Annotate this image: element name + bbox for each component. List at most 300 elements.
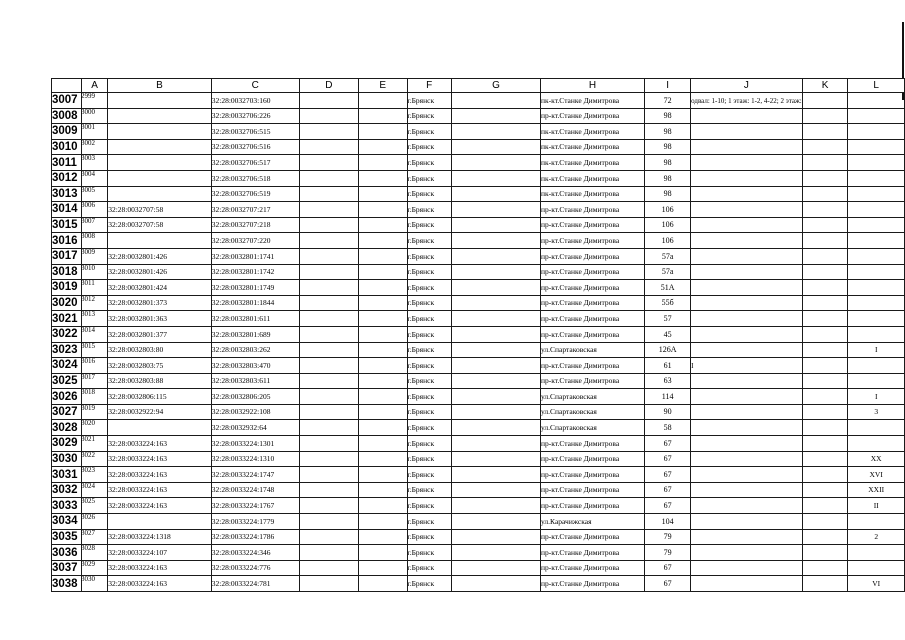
row-number[interactable] bbox=[52, 559, 95, 576]
row-number[interactable] bbox=[52, 216, 95, 233]
cell-k[interactable] bbox=[802, 202, 848, 218]
cell-h[interactable]: пр-кт.Станке Димитрова bbox=[541, 560, 645, 576]
cell-h[interactable]: пр-кт.Станке Димитрова bbox=[541, 436, 645, 452]
row-number[interactable] bbox=[52, 450, 95, 467]
cell-d[interactable] bbox=[299, 436, 358, 452]
cell-j[interactable] bbox=[691, 545, 803, 561]
cell-j[interactable] bbox=[691, 576, 803, 592]
cell-f[interactable]: г.Брянск bbox=[407, 170, 451, 186]
cell-d[interactable] bbox=[299, 108, 358, 124]
cell-k[interactable] bbox=[802, 108, 848, 124]
cell-f[interactable]: г.Брянск bbox=[407, 280, 451, 296]
cell-b[interactable] bbox=[108, 170, 212, 186]
cell-i[interactable]: 51А bbox=[645, 280, 691, 296]
cell-h[interactable]: ул.Карачижская bbox=[541, 514, 645, 530]
cell-j[interactable] bbox=[691, 280, 803, 296]
cell-b[interactable]: 32:28:0032707:58 bbox=[108, 217, 212, 233]
column-header-i[interactable]: I bbox=[645, 79, 691, 93]
cell-f[interactable]: г.Брянск bbox=[407, 155, 451, 171]
cell-h[interactable]: пр-кт.Станке Димитрова bbox=[541, 358, 645, 374]
cell-a[interactable]: 3008 bbox=[81, 232, 95, 241]
cell-i[interactable]: 58 bbox=[645, 420, 691, 436]
cell-i[interactable]: 98 bbox=[645, 170, 691, 186]
column-header-c[interactable]: C bbox=[211, 79, 299, 93]
cell-i[interactable]: 61 bbox=[645, 358, 691, 374]
cell-k[interactable] bbox=[802, 420, 848, 436]
cell-b[interactable]: 32:28:0032803:88 bbox=[108, 373, 212, 389]
cell-j[interactable] bbox=[691, 420, 803, 436]
cell-a[interactable]: 3006 bbox=[81, 201, 95, 210]
row-number[interactable] bbox=[52, 154, 95, 171]
cell-h[interactable]: пк-кт.Станке Димитрова bbox=[541, 186, 645, 202]
cell-f[interactable]: г.Брянск bbox=[407, 264, 451, 280]
cell-h[interactable]: пк-кт.Станке Димитрова bbox=[541, 170, 645, 186]
cell-g[interactable] bbox=[451, 373, 540, 389]
cell-l[interactable] bbox=[848, 217, 905, 233]
cell-j[interactable] bbox=[691, 389, 803, 405]
cell-i[interactable]: 79 bbox=[645, 545, 691, 561]
cell-d[interactable] bbox=[299, 342, 358, 358]
cell-a[interactable]: 3021 bbox=[81, 435, 95, 444]
cell-e[interactable] bbox=[359, 264, 408, 280]
cell-d[interactable] bbox=[299, 202, 358, 218]
cell-f[interactable]: г.Брянск bbox=[407, 420, 451, 436]
cell-l[interactable] bbox=[848, 373, 905, 389]
cell-j[interactable] bbox=[691, 451, 803, 467]
cell-l[interactable]: 2 bbox=[848, 529, 905, 545]
cell-i[interactable]: 55б bbox=[645, 295, 691, 311]
cell-i[interactable]: 104 bbox=[645, 514, 691, 530]
cell-c[interactable]: 32:28:0032706:515 bbox=[211, 124, 299, 140]
row-number[interactable] bbox=[52, 403, 95, 420]
cell-i[interactable]: 67 bbox=[645, 467, 691, 483]
cell-b[interactable]: 32:28:0032801:373 bbox=[108, 295, 212, 311]
cell-f[interactable]: г.Брянск bbox=[407, 295, 451, 311]
cell-b[interactable]: 32:28:0032922:94 bbox=[108, 404, 212, 420]
cell-f[interactable]: г.Брянск bbox=[407, 545, 451, 561]
cell-h[interactable]: пр-кт.Станке Димитрова bbox=[541, 264, 645, 280]
cell-c[interactable]: 32:28:0032707:218 bbox=[211, 217, 299, 233]
row-number[interactable] bbox=[52, 107, 95, 124]
row-number[interactable] bbox=[52, 388, 95, 405]
row-number[interactable] bbox=[52, 435, 95, 452]
row-number[interactable] bbox=[52, 123, 95, 140]
cell-k[interactable] bbox=[802, 342, 848, 358]
cell-l[interactable] bbox=[848, 436, 905, 452]
cell-c[interactable]: 32:28:0032801:611 bbox=[211, 311, 299, 327]
cell-g[interactable] bbox=[451, 311, 540, 327]
cell-k[interactable] bbox=[802, 373, 848, 389]
cell-i[interactable]: 67 bbox=[645, 436, 691, 452]
cell-k[interactable] bbox=[802, 389, 848, 405]
cell-k[interactable] bbox=[802, 404, 848, 420]
column-header-a[interactable]: A bbox=[81, 79, 107, 93]
cell-l[interactable] bbox=[848, 233, 905, 249]
cell-c[interactable]: 32:28:0033224:1310 bbox=[211, 451, 299, 467]
row-number[interactable] bbox=[52, 169, 95, 186]
cell-f[interactable]: г.Брянск bbox=[407, 373, 451, 389]
cell-f[interactable]: г.Брянск bbox=[407, 124, 451, 140]
cell-h[interactable]: пр-кт.Станке Димитрова bbox=[541, 451, 645, 467]
column-header-e[interactable]: E bbox=[359, 79, 408, 93]
cell-h[interactable]: пр-кт.Станке Димитрова bbox=[541, 482, 645, 498]
row-number[interactable] bbox=[52, 247, 95, 264]
cell-l[interactable] bbox=[848, 280, 905, 296]
cell-h[interactable]: пр-кт.Станке Димитрова bbox=[541, 233, 645, 249]
cell-d[interactable] bbox=[299, 217, 358, 233]
cell-c[interactable]: 32:28:0032922:108 bbox=[211, 404, 299, 420]
cell-f[interactable]: г.Брянск bbox=[407, 560, 451, 576]
cell-l[interactable] bbox=[848, 186, 905, 202]
cell-i[interactable]: 57 bbox=[645, 311, 691, 327]
cell-a[interactable]: 3013 bbox=[81, 310, 95, 319]
cell-a[interactable]: 3009 bbox=[81, 247, 95, 256]
cell-d[interactable] bbox=[299, 233, 358, 249]
cell-l[interactable] bbox=[848, 420, 905, 436]
cell-j[interactable] bbox=[691, 155, 803, 171]
cell-a[interactable]: 3015 bbox=[81, 341, 95, 350]
cell-h[interactable]: ул.Спартаковская bbox=[541, 404, 645, 420]
row-number[interactable] bbox=[52, 513, 95, 530]
cell-e[interactable] bbox=[359, 389, 408, 405]
cell-g[interactable] bbox=[451, 436, 540, 452]
cell-f[interactable]: г.Брянск bbox=[407, 93, 451, 109]
cell-k[interactable] bbox=[802, 498, 848, 514]
cell-g[interactable] bbox=[451, 529, 540, 545]
cell-b[interactable]: 32:28:0033224:163 bbox=[108, 467, 212, 483]
row-number[interactable] bbox=[52, 201, 95, 218]
cell-e[interactable] bbox=[359, 560, 408, 576]
cell-h[interactable]: пр-кт.Станке Димитрова bbox=[541, 248, 645, 264]
cell-h[interactable]: пр-кт.Станке Димитрова bbox=[541, 467, 645, 483]
cell-c[interactable]: 32:28:0033224:346 bbox=[211, 545, 299, 561]
row-number[interactable] bbox=[52, 185, 95, 202]
cell-f[interactable]: г.Брянск bbox=[407, 358, 451, 374]
cell-g[interactable] bbox=[451, 498, 540, 514]
cell-h[interactable]: пк-кт.Станке Димитрова bbox=[541, 139, 645, 155]
cell-i[interactable]: 106 bbox=[645, 202, 691, 218]
cell-h[interactable]: ул.Спартаковская bbox=[541, 389, 645, 405]
cell-h[interactable]: пр-кт.Станке Димитрова bbox=[541, 373, 645, 389]
row-number[interactable] bbox=[52, 310, 95, 327]
cell-j[interactable] bbox=[691, 108, 803, 124]
cell-g[interactable] bbox=[451, 264, 540, 280]
cell-e[interactable] bbox=[359, 342, 408, 358]
cell-a[interactable]: 3005 bbox=[81, 185, 95, 194]
cell-g[interactable] bbox=[451, 326, 540, 342]
cell-j[interactable] bbox=[691, 467, 803, 483]
row-number[interactable] bbox=[52, 138, 95, 155]
cell-e[interactable] bbox=[359, 186, 408, 202]
cell-j[interactable] bbox=[691, 124, 803, 140]
cell-j[interactable] bbox=[691, 404, 803, 420]
cell-f[interactable]: г.Брянск bbox=[407, 217, 451, 233]
cell-b[interactable]: 32:28:0033224:163 bbox=[108, 576, 212, 592]
cell-g[interactable] bbox=[451, 217, 540, 233]
cell-d[interactable] bbox=[299, 295, 358, 311]
cell-g[interactable] bbox=[451, 170, 540, 186]
cell-g[interactable] bbox=[451, 342, 540, 358]
row-number[interactable] bbox=[52, 497, 95, 514]
cell-k[interactable] bbox=[802, 233, 848, 249]
cell-j[interactable] bbox=[691, 326, 803, 342]
cell-i[interactable]: 67 bbox=[645, 451, 691, 467]
cell-b[interactable] bbox=[108, 93, 212, 109]
cell-b[interactable]: 32:28:0032803:80 bbox=[108, 342, 212, 358]
cell-b[interactable] bbox=[108, 233, 212, 249]
cell-e[interactable] bbox=[359, 545, 408, 561]
cell-e[interactable] bbox=[359, 373, 408, 389]
cell-a[interactable]: 3016 bbox=[81, 357, 95, 366]
cell-h[interactable]: пр-кт.Станке Димитрова bbox=[541, 545, 645, 561]
cell-k[interactable] bbox=[802, 124, 848, 140]
cell-c[interactable]: 32:28:0032803:262 bbox=[211, 342, 299, 358]
cell-l[interactable] bbox=[848, 560, 905, 576]
cell-c[interactable]: 32:28:0032806:205 bbox=[211, 389, 299, 405]
cell-a[interactable]: 3028 bbox=[81, 544, 95, 553]
cell-b[interactable]: 32:28:0033224:1318 bbox=[108, 529, 212, 545]
cell-e[interactable] bbox=[359, 529, 408, 545]
cell-a[interactable]: 3010 bbox=[81, 263, 95, 272]
cell-d[interactable] bbox=[299, 358, 358, 374]
cell-l[interactable]: I bbox=[848, 389, 905, 405]
cell-g[interactable] bbox=[451, 202, 540, 218]
cell-e[interactable] bbox=[359, 467, 408, 483]
cell-j[interactable] bbox=[691, 264, 803, 280]
cell-f[interactable]: г.Брянск bbox=[407, 529, 451, 545]
cell-c[interactable]: 32:28:0032801:1749 bbox=[211, 280, 299, 296]
row-number[interactable] bbox=[52, 92, 95, 109]
cell-a[interactable]: 3002 bbox=[81, 138, 95, 147]
column-header-b[interactable]: B bbox=[108, 79, 212, 93]
cell-f[interactable]: г.Брянск bbox=[407, 311, 451, 327]
cell-i[interactable]: 106 bbox=[645, 217, 691, 233]
cell-h[interactable]: пр-кт.Станке Димитрова bbox=[541, 498, 645, 514]
cell-h[interactable]: пр-кт.Станке Димитрова bbox=[541, 202, 645, 218]
cell-c[interactable]: 32:28:0032706:518 bbox=[211, 170, 299, 186]
row-number[interactable] bbox=[52, 279, 95, 296]
cell-e[interactable] bbox=[359, 202, 408, 218]
cell-h[interactable]: ул.Спартаковская bbox=[541, 342, 645, 358]
cell-f[interactable]: г.Брянск bbox=[407, 467, 451, 483]
cell-h[interactable]: пк-кт.Станке Димитрова bbox=[541, 155, 645, 171]
cell-k[interactable] bbox=[802, 295, 848, 311]
cell-d[interactable] bbox=[299, 545, 358, 561]
cell-e[interactable] bbox=[359, 451, 408, 467]
cell-l[interactable]: II bbox=[848, 498, 905, 514]
cell-c[interactable]: 32:28:0032706:519 bbox=[211, 186, 299, 202]
cell-d[interactable] bbox=[299, 186, 358, 202]
cell-d[interactable] bbox=[299, 514, 358, 530]
cell-l[interactable] bbox=[848, 124, 905, 140]
cell-d[interactable] bbox=[299, 155, 358, 171]
cell-k[interactable] bbox=[802, 358, 848, 374]
cell-f[interactable]: г.Брянск bbox=[407, 482, 451, 498]
cell-d[interactable] bbox=[299, 482, 358, 498]
cell-g[interactable] bbox=[451, 233, 540, 249]
cell-g[interactable] bbox=[451, 93, 540, 109]
cell-d[interactable] bbox=[299, 93, 358, 109]
cell-i[interactable]: 45 bbox=[645, 326, 691, 342]
cell-c[interactable]: 32:28:0032801:1741 bbox=[211, 248, 299, 264]
cell-c[interactable]: 32:28:0032801:1742 bbox=[211, 264, 299, 280]
cell-l[interactable]: I bbox=[848, 342, 905, 358]
cell-b[interactable] bbox=[108, 124, 212, 140]
column-header-k[interactable]: K bbox=[802, 79, 848, 93]
cell-a[interactable]: 3027 bbox=[81, 528, 95, 537]
row-number[interactable] bbox=[52, 263, 95, 280]
cell-e[interactable] bbox=[359, 280, 408, 296]
cell-b[interactable]: 32:28:0033224:107 bbox=[108, 545, 212, 561]
cell-k[interactable] bbox=[802, 155, 848, 171]
cell-j[interactable] bbox=[691, 186, 803, 202]
cell-c[interactable]: 32:28:0032707:217 bbox=[211, 202, 299, 218]
cell-i[interactable]: 79 bbox=[645, 529, 691, 545]
cell-j[interactable] bbox=[691, 248, 803, 264]
cell-c[interactable]: 32:28:0032707:220 bbox=[211, 233, 299, 249]
cell-i[interactable]: 114 bbox=[645, 389, 691, 405]
cell-d[interactable] bbox=[299, 373, 358, 389]
cell-c[interactable]: 32:28:0033224:1748 bbox=[211, 482, 299, 498]
cell-i[interactable]: 106 bbox=[645, 233, 691, 249]
cell-b[interactable]: 32:28:0032806:115 bbox=[108, 389, 212, 405]
cell-b[interactable] bbox=[108, 186, 212, 202]
cell-b[interactable]: 32:28:0033224:163 bbox=[108, 482, 212, 498]
cell-a[interactable]: 3020 bbox=[81, 419, 95, 428]
cell-c[interactable]: 32:28:0033224:1779 bbox=[211, 514, 299, 530]
cell-f[interactable]: г.Брянск bbox=[407, 498, 451, 514]
cell-k[interactable] bbox=[802, 248, 848, 264]
cell-g[interactable] bbox=[451, 545, 540, 561]
cell-b[interactable] bbox=[108, 139, 212, 155]
cell-b[interactable]: 32:28:0032801:377 bbox=[108, 326, 212, 342]
cell-i[interactable]: 63 bbox=[645, 373, 691, 389]
cell-a[interactable]: 3007 bbox=[81, 216, 95, 225]
cell-c[interactable]: 32:28:0032706:226 bbox=[211, 108, 299, 124]
row-number[interactable] bbox=[52, 466, 95, 483]
cell-k[interactable] bbox=[802, 217, 848, 233]
cell-f[interactable]: г.Брянск bbox=[407, 248, 451, 264]
row-number[interactable] bbox=[52, 528, 95, 545]
cell-j[interactable] bbox=[691, 373, 803, 389]
cell-l[interactable]: XXII bbox=[848, 482, 905, 498]
cell-d[interactable] bbox=[299, 529, 358, 545]
cell-k[interactable] bbox=[802, 93, 848, 109]
cell-f[interactable]: г.Брянск bbox=[407, 389, 451, 405]
cell-l[interactable]: XVI bbox=[848, 467, 905, 483]
cell-d[interactable] bbox=[299, 264, 358, 280]
cell-b[interactable]: 32:28:0032707:58 bbox=[108, 202, 212, 218]
cell-h[interactable]: пр-кт.Станке Димитрова bbox=[541, 576, 645, 592]
cell-d[interactable] bbox=[299, 248, 358, 264]
cell-f[interactable]: г.Брянск bbox=[407, 436, 451, 452]
column-header-h[interactable]: H bbox=[541, 79, 645, 93]
cell-f[interactable]: г.Брянск bbox=[407, 108, 451, 124]
cell-k[interactable] bbox=[802, 280, 848, 296]
cell-k[interactable] bbox=[802, 560, 848, 576]
cell-c[interactable]: 32:28:0033224:776 bbox=[211, 560, 299, 576]
cell-g[interactable] bbox=[451, 108, 540, 124]
cell-l[interactable] bbox=[848, 139, 905, 155]
cell-d[interactable] bbox=[299, 311, 358, 327]
cell-h[interactable]: пр-кт.Станке Димитрова bbox=[541, 311, 645, 327]
cell-b[interactable] bbox=[108, 514, 212, 530]
cell-i[interactable]: 67 bbox=[645, 498, 691, 514]
cell-l[interactable] bbox=[848, 264, 905, 280]
cell-e[interactable] bbox=[359, 358, 408, 374]
cell-d[interactable] bbox=[299, 326, 358, 342]
cell-a[interactable]: 2999 bbox=[81, 92, 95, 100]
cell-g[interactable] bbox=[451, 389, 540, 405]
cell-i[interactable]: 98 bbox=[645, 139, 691, 155]
cell-c[interactable]: 32:28:0032706:517 bbox=[211, 155, 299, 171]
cell-h[interactable]: ул.Спартаковская bbox=[541, 420, 645, 436]
row-number[interactable] bbox=[52, 544, 95, 561]
cell-h[interactable]: пк-кт.Станке Димитрова bbox=[541, 124, 645, 140]
cell-e[interactable] bbox=[359, 233, 408, 249]
cell-f[interactable]: г.Брянск bbox=[407, 514, 451, 530]
cell-i[interactable]: 67 bbox=[645, 482, 691, 498]
cell-e[interactable] bbox=[359, 248, 408, 264]
cell-d[interactable] bbox=[299, 451, 358, 467]
row-number[interactable] bbox=[52, 294, 95, 311]
row-number[interactable] bbox=[52, 481, 95, 498]
cell-j[interactable] bbox=[691, 529, 803, 545]
cell-j[interactable]: I bbox=[691, 358, 803, 374]
cell-g[interactable] bbox=[451, 514, 540, 530]
cell-b[interactable]: 32:28:0033224:163 bbox=[108, 560, 212, 576]
cell-j[interactable] bbox=[691, 342, 803, 358]
cell-g[interactable] bbox=[451, 358, 540, 374]
cell-b[interactable]: 32:28:0033224:163 bbox=[108, 498, 212, 514]
cell-c[interactable]: 32:28:0032706:516 bbox=[211, 139, 299, 155]
cell-l[interactable] bbox=[848, 248, 905, 264]
cell-l[interactable] bbox=[848, 202, 905, 218]
cell-j[interactable] bbox=[691, 233, 803, 249]
cell-d[interactable] bbox=[299, 576, 358, 592]
cell-c[interactable]: 32:28:0033224:1767 bbox=[211, 498, 299, 514]
cell-g[interactable] bbox=[451, 280, 540, 296]
cell-c[interactable]: 32:28:0032801:1844 bbox=[211, 295, 299, 311]
cell-k[interactable] bbox=[802, 451, 848, 467]
cell-a[interactable]: 3029 bbox=[81, 559, 95, 568]
cell-a[interactable]: 3024 bbox=[81, 481, 95, 490]
cell-j[interactable] bbox=[691, 498, 803, 514]
row-number[interactable] bbox=[52, 357, 95, 374]
cell-d[interactable] bbox=[299, 170, 358, 186]
column-header-f[interactable]: F bbox=[407, 79, 451, 93]
cell-k[interactable] bbox=[802, 311, 848, 327]
cell-b[interactable] bbox=[108, 108, 212, 124]
cell-l[interactable] bbox=[848, 358, 905, 374]
cell-e[interactable] bbox=[359, 404, 408, 420]
cell-i[interactable]: 98 bbox=[645, 124, 691, 140]
cell-a[interactable]: 3000 bbox=[81, 107, 95, 116]
cell-j[interactable] bbox=[691, 482, 803, 498]
cell-l[interactable]: 3 bbox=[848, 404, 905, 420]
cell-j[interactable] bbox=[691, 311, 803, 327]
cell-c[interactable]: 32:28:0032703:160 bbox=[211, 93, 299, 109]
cell-a[interactable]: 3018 bbox=[81, 388, 95, 397]
cell-l[interactable] bbox=[848, 170, 905, 186]
cell-a[interactable]: 3004 bbox=[81, 169, 95, 178]
cell-d[interactable] bbox=[299, 420, 358, 436]
cell-k[interactable] bbox=[802, 467, 848, 483]
cell-g[interactable] bbox=[451, 404, 540, 420]
cell-e[interactable] bbox=[359, 139, 408, 155]
cell-d[interactable] bbox=[299, 389, 358, 405]
cell-a[interactable]: 3019 bbox=[81, 403, 95, 412]
